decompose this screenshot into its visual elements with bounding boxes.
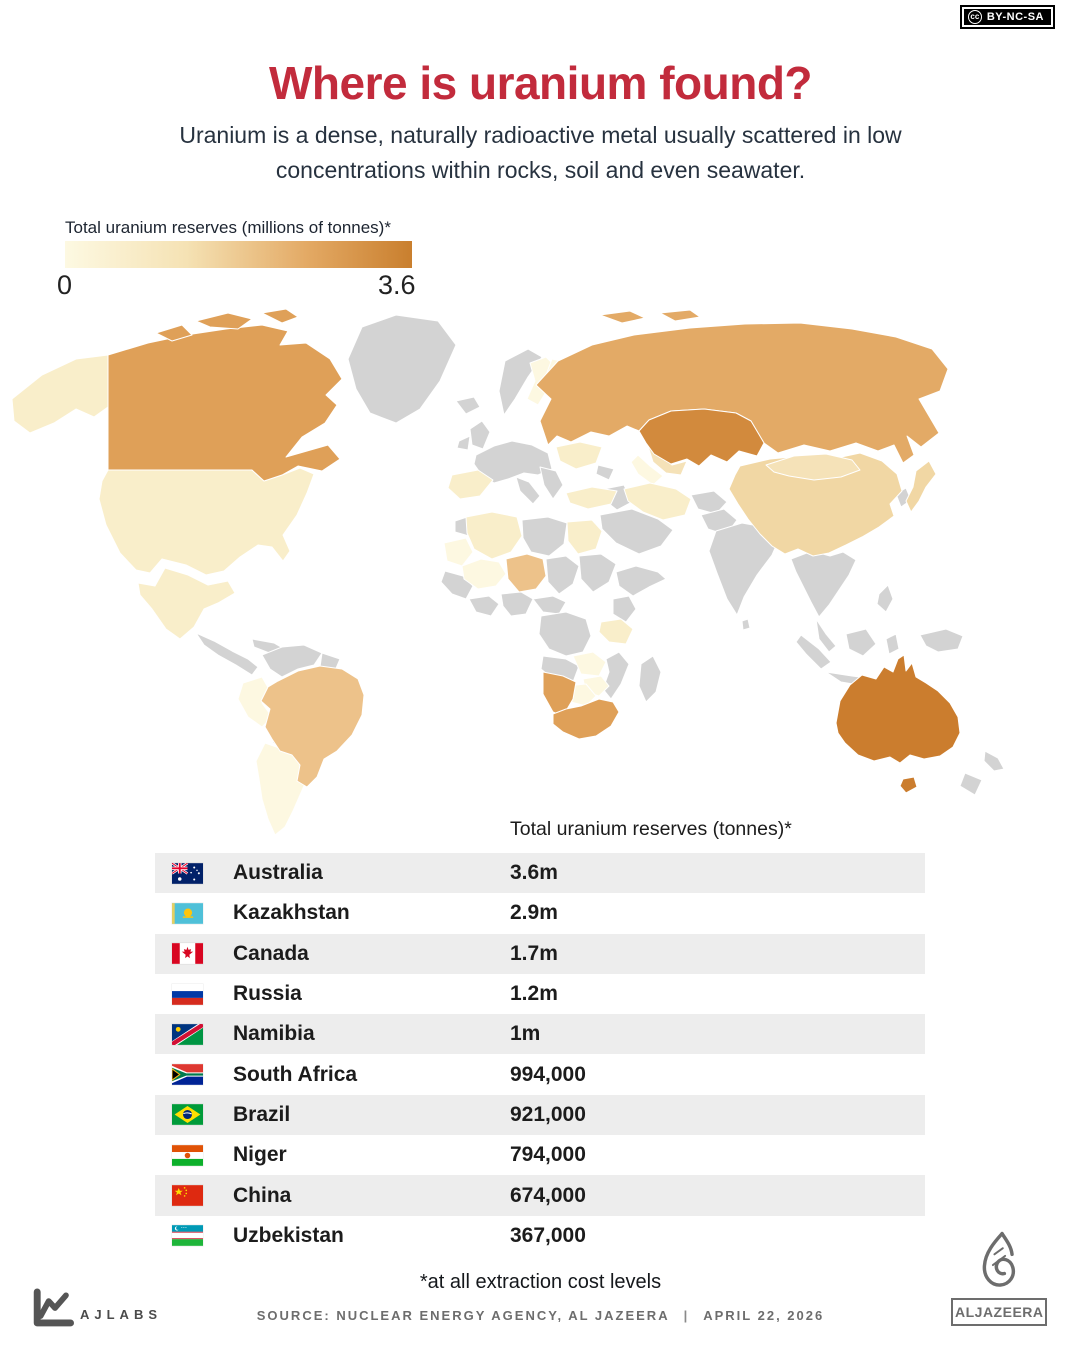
map-country-japan [906,461,936,512]
map-country-new-zealand-south [960,773,982,795]
map-region-central-america [196,633,258,675]
namibia-flag-icon [155,1024,233,1045]
map-region-balkans [540,467,563,499]
map-country-drc [539,612,591,656]
map-country-greenland [348,315,456,423]
map-country-italy [516,477,540,504]
table-row [155,1054,925,1094]
table-header: Total uranium reserves (tonnes)* [510,818,792,840]
aljazeera-logo [951,1230,1047,1326]
country-name: Kazakhstan [233,901,350,925]
reserve-value: 1.7m [510,941,558,965]
canada-flag-icon [155,943,233,964]
map-country-turkey [566,487,617,509]
cc-license-inner [964,9,1051,25]
map-country-chad [546,556,579,594]
table-row [155,893,925,933]
cc-icon: cc [968,10,982,24]
uzbekistan-flag-icon [155,1225,233,1246]
map-country-ukraine [556,442,602,469]
ajlabs-logo [28,1285,162,1331]
source-text: SOURCE: NUCLEAR ENERGY AGENCY, AL JAZEERA [256,1308,670,1323]
table-row [155,974,925,1014]
australia-flag-icon [155,863,233,884]
world-choropleth-map [0,303,1081,848]
map-island-borneo [846,629,876,656]
map-region-indochina [791,551,856,617]
map-country-australia [836,655,960,763]
country-name: Brazil [233,1102,291,1126]
country-name: Uzbekistan [233,1223,344,1247]
country-name: Australia [233,861,323,885]
country-name: South Africa [233,1062,358,1086]
map-country-tanzania [599,619,633,644]
ajlabs-chart-icon [28,1285,74,1331]
map-region-gulf-of-guinea [469,596,499,616]
map-country-nigeria [501,592,533,616]
map-region-arctic-islands-2 [660,310,700,321]
map-region-cameroon-car [533,596,566,614]
south-africa-flag-icon [155,1064,233,1085]
map-country-mauritania [444,538,473,566]
map-region-tasmania [900,777,917,793]
map-country-usa [99,468,314,575]
source-line [0,1308,1081,1323]
map-country-canada [108,325,342,481]
map-region-arctic-islands-1 [600,311,645,323]
reserve-value: 994,000 [510,1062,586,1086]
map-region-malay-peninsula [816,619,836,652]
table-row [155,1216,925,1256]
reserve-value: 674,000 [510,1183,586,1207]
reserve-value: 1.2m [510,982,558,1006]
map-region-alaska [12,355,108,433]
page-title: Where is uranium found? [268,57,813,109]
reserve-value: 1m [510,1022,541,1046]
reserve-value: 367,000 [510,1223,586,1247]
legend-gradient-bar [65,241,412,268]
map-country-new-zealand-north [984,751,1004,771]
map-island-new-guinea [920,629,963,652]
aljazeera-wordmark: ALJAZEERA [951,1298,1047,1326]
reserve-value: 794,000 [510,1143,586,1167]
country-name: China [233,1183,292,1207]
map-country-mexico [138,568,235,639]
cc-license-badge [960,5,1055,29]
map-country-iceland [456,397,480,414]
map-country-mozambique [603,652,629,699]
brazil-flag-icon [155,1104,233,1125]
map-country-madagascar [639,656,661,702]
map-country-sudan [579,554,616,592]
table-row [155,1095,925,1135]
table-row [155,1175,925,1215]
legend-max-value: 3.6 [378,270,416,300]
ajlabs-label: AJLABS [80,1307,163,1322]
map-region-caucasus [596,465,614,480]
footnote: *at all extraction cost levels [419,1271,662,1293]
reserve-value: 2.9m [510,901,558,925]
map-country-zambia [573,652,606,676]
reserve-value: 921,000 [510,1102,586,1126]
table-row [155,934,925,974]
map-country-algeria [466,512,522,559]
aljazeera-flame-icon [976,1230,1022,1294]
map-group-australia [836,655,960,793]
china-flag-icon [155,1185,233,1206]
country-name: Namibia [233,1022,315,1046]
source-separator: | [683,1308,690,1323]
map-country-niger [506,554,546,592]
map-region-horn-of-africa [616,566,666,596]
date-text: APRIL 22, 2026 [703,1308,825,1323]
map-country-uk [470,421,490,449]
map-country-egypt [567,520,602,554]
country-name: Russia [233,982,302,1006]
uranium-reserves-table [155,853,925,1256]
map-country-ireland [457,436,470,450]
map-region-canadian-arctic-3 [262,309,298,323]
map-group-tier-4 [261,554,546,787]
table-row [155,1014,925,1054]
map-country-kenya [613,596,636,622]
legend-label: Total uranium reserves (millions of tonnes)* [65,218,391,237]
table-row [155,1135,925,1175]
map-island-sulawesi [886,634,899,654]
map-country-sri-lanka [742,619,750,630]
legend-min-value: 0 [57,270,73,300]
table-row [155,853,925,893]
niger-flag-icon [155,1145,233,1166]
map-country-philippines [877,585,893,612]
kazakhstan-flag-icon [155,903,233,924]
reserve-value: 3.6m [510,861,558,885]
page-subtitle: Uranium is a dense, naturally radioactive metal usually scattered in low concentrations within rocks, soil and even seawater. [179,122,902,183]
russia-flag-icon [155,984,233,1005]
country-name: Canada [233,941,309,965]
cc-license-label: BY-NC-SA [986,11,1044,23]
country-name: Niger [233,1143,287,1167]
map-country-libya [522,517,567,556]
